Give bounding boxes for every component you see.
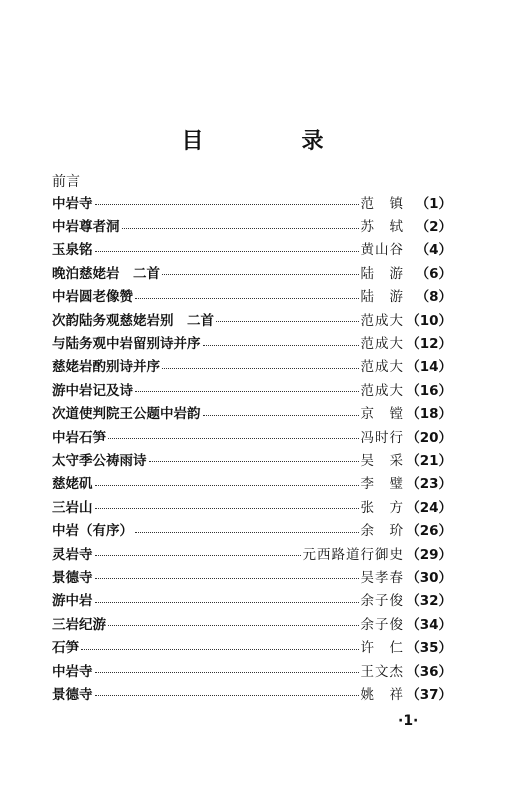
toc-entry-author: 范 镇 [360, 195, 404, 212]
toc-entry-author: 余子俊 [360, 593, 404, 610]
toc-entry-page: （37） [406, 686, 452, 703]
page-number: ·1· [398, 713, 419, 729]
toc-entry [52, 284, 452, 307]
toc-entry-title: 灵岩寺 [52, 546, 93, 563]
toc-entry-page: （21） [406, 452, 452, 469]
toc-entry-author: 李 璧 [360, 476, 404, 493]
dot-leader [95, 578, 359, 579]
dot-leader [149, 461, 359, 462]
dot-leader [162, 274, 359, 275]
toc-entry-title: 慈姥岩酌别诗并序 [52, 359, 160, 376]
toc-entry-page: （20） [406, 429, 452, 446]
toc-entry [52, 424, 452, 447]
toc-entry-author: 冯时行 [360, 429, 404, 446]
toc-entry-page: （30） [406, 569, 452, 586]
preface-heading: 前言 [52, 174, 80, 190]
toc-entry-author: 张 方 [360, 499, 404, 516]
dot-leader [95, 695, 359, 696]
toc-entry [52, 471, 452, 494]
toc-entry-author: 黄山谷 [360, 242, 404, 259]
dot-leader [95, 555, 301, 556]
toc-entry-author: 范成大 [360, 359, 404, 376]
toc-entry [52, 401, 452, 424]
toc-entry-page: （16） [406, 382, 452, 399]
toc-entry-author: 陆 游 [360, 289, 404, 306]
dot-leader [135, 298, 359, 299]
toc-entry [52, 260, 452, 283]
toc-entry [52, 354, 452, 377]
dot-leader [203, 415, 359, 416]
dot-leader [95, 508, 359, 509]
dot-leader [216, 321, 359, 322]
toc-entry-title: 中岩（有序） [52, 523, 133, 540]
toc-entry-title: 游中岩 [52, 593, 93, 610]
toc-entry-page: （29） [406, 546, 452, 563]
dot-leader [95, 672, 359, 673]
toc-entry-title: 中岩石笋 [52, 429, 106, 446]
toc-entry-title: 慈姥矶 [52, 476, 93, 493]
toc-entry-page: （8） [415, 289, 452, 306]
dot-leader [95, 204, 359, 205]
toc-entry [52, 564, 452, 587]
toc-entry-title: 中岩寺 [52, 195, 93, 212]
toc-entry-author: 余 玠 [360, 523, 404, 540]
toc-entry-title: 太守季公祷雨诗 [52, 452, 147, 469]
dot-leader [203, 345, 359, 346]
toc-entry-author: 许 仁 [360, 640, 404, 657]
toc-entry [52, 190, 452, 213]
toc-entry-author: 姚 祥 [360, 686, 404, 703]
toc-entry [52, 307, 452, 330]
toc-entry-author: 吴 采 [360, 452, 404, 469]
toc-entry [52, 681, 452, 704]
dot-leader [108, 625, 359, 626]
toc-entry [52, 213, 452, 236]
toc-entry-author: 陆 游 [360, 265, 404, 282]
toc-entry-page: （26） [406, 523, 452, 540]
toc-entry [52, 330, 452, 353]
toc-entry [52, 611, 452, 634]
toc-entry-author: 范成大 [360, 382, 404, 399]
toc-entry [52, 588, 452, 611]
toc-entry-page: （35） [406, 640, 452, 657]
toc-entry-page: （1） [415, 195, 452, 212]
toc-entry [52, 494, 452, 517]
toc-entry-page: （14） [406, 359, 452, 376]
toc-entry-title: 景德寺 [52, 686, 93, 703]
toc-entry-page: （34） [406, 616, 452, 633]
toc-entry-title: 三岩山 [52, 499, 93, 516]
toc-entry [52, 237, 452, 260]
toc-entry-author: 元西路道行御史 [302, 546, 404, 563]
dot-leader [162, 368, 359, 369]
toc-entry [52, 541, 452, 564]
toc-entry-author: 范成大 [360, 312, 404, 329]
toc-entry-page: （2） [415, 219, 452, 236]
dot-leader [135, 391, 359, 392]
toc-entry-page: （12） [406, 336, 452, 353]
toc-entry-author: 京 镗 [360, 406, 404, 423]
toc-entry-page: （24） [406, 499, 452, 516]
toc-entry-page: （4） [415, 242, 452, 259]
toc-entry-author: 苏 轼 [360, 219, 404, 236]
dot-leader [122, 228, 359, 229]
toc-entry-title: 景德寺 [52, 569, 93, 586]
toc-entry-author: 王文杰 [360, 663, 404, 680]
dot-leader [95, 602, 359, 603]
toc-entry [52, 634, 452, 657]
toc-entry [52, 447, 452, 470]
toc-entry-author: 范成大 [360, 336, 404, 353]
toc-entry-title: 中岩尊者洞 [52, 219, 120, 236]
toc-entry-title: 中岩圆老像赞 [52, 289, 133, 306]
toc-entry-title: 游中岩记及诗 [52, 382, 133, 399]
toc-entry-title: 次韵陆务观慈姥岩别 二首 [52, 312, 214, 329]
toc-entry-title: 与陆务观中岩留别诗并序 [52, 336, 201, 353]
toc-entry-title: 晚泊慈姥岩 二首 [52, 265, 160, 282]
toc-entry-title: 次道使判院王公题中岩韵 [52, 406, 201, 423]
page-title: 目 录 [181, 129, 362, 154]
dot-leader [135, 532, 359, 533]
toc-entry-page: （6） [415, 265, 452, 282]
toc-entry-author: 吴孝春 [360, 569, 404, 586]
table-of-contents [52, 190, 452, 705]
toc-entry-title: 石笋 [52, 640, 79, 657]
toc-entry-author: 余子俊 [360, 616, 404, 633]
toc-entry [52, 377, 452, 400]
toc-entry-page: （18） [406, 406, 452, 423]
toc-entry-page: （10） [406, 312, 452, 329]
toc-entry-page: （23） [406, 476, 452, 493]
toc-entry-page: （32） [406, 593, 452, 610]
toc-entry [52, 658, 452, 681]
dot-leader [108, 438, 359, 439]
toc-entry-title: 玉泉铭 [52, 242, 93, 259]
toc-entry-page: （36） [406, 663, 452, 680]
toc-entry-title: 三岩纪游 [52, 616, 106, 633]
toc-entry [52, 517, 452, 540]
toc-entry-title: 中岩寺 [52, 663, 93, 680]
dot-leader [95, 251, 359, 252]
dot-leader [95, 485, 359, 486]
dot-leader [81, 649, 359, 650]
